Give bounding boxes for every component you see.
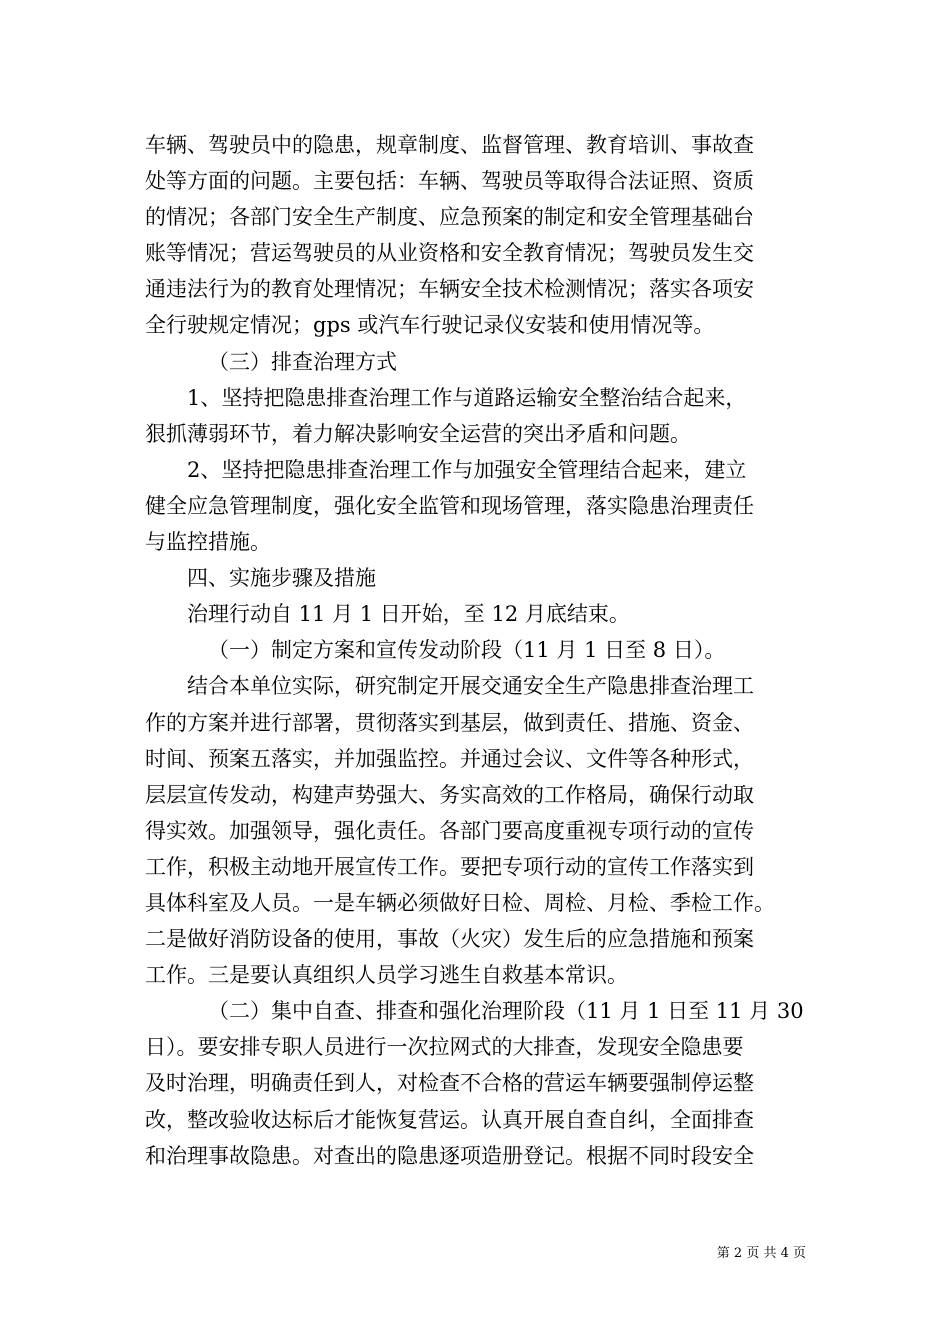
text-line: 得实效。加强领导，强化责任。各部门要高度重视专项行动的宣传 bbox=[145, 818, 754, 843]
text-line: 健全应急管理制度，强化安全监管和现场管理，落实隐患治理责任 bbox=[145, 493, 754, 518]
text-line: 的情况；各部门安全生产制度、应急预案的制定和安全管理基础台 bbox=[145, 205, 754, 230]
text-line: 通违法行为的教育处理情况；车辆安全技术检测情况；落实各项安 bbox=[145, 277, 754, 302]
text-line: 处等方面的问题。主要包括：车辆、驾驶员等取得合法证照、资质 bbox=[145, 169, 754, 194]
page-number: 第 2 页 共 4 页 bbox=[716, 1246, 806, 1261]
text-line: 工作，积极主动地开展宣传工作。要把专项行动的宣传工作落实到 bbox=[145, 854, 754, 879]
text-line: 层层宣传发动，构建声势强大、务实高效的工作格局，确保行动取 bbox=[145, 782, 754, 807]
text-line: 及时治理，明确责任到人，对检查不合格的营运车辆要强制停运整 bbox=[145, 1071, 754, 1096]
text-line: 二是做好消防设备的使用，事故（火灾）发生后的应急措施和预案 bbox=[145, 927, 754, 952]
section-heading: （二）集中自查、排查和强化治理阶段（11 月 1 日至 11 月 30 bbox=[208, 999, 804, 1024]
text-line: 全行驶规定情况；gps 或汽车行驶记录仪安装和使用情况等。 bbox=[145, 313, 715, 338]
text-line: 1、坚持把隐患排查治理工作与道路运输安全整治结合起来， bbox=[187, 385, 747, 410]
text-line: 账等情况；营运驾驶员的从业资格和安全教育情况；驾驶员发生交 bbox=[145, 241, 754, 266]
section-heading: 四、实施步骤及措施 bbox=[187, 566, 376, 591]
text-line: 车辆、驾驶员中的隐患，规章制度、监督管理、教育培训、事故查 bbox=[145, 133, 754, 157]
section-heading: （三）排查治理方式 bbox=[208, 349, 397, 374]
text-line: 与监控措施。 bbox=[145, 530, 271, 555]
text-line: 狠抓薄弱环节，着力解决影响安全运营的突出矛盾和问题。 bbox=[145, 421, 691, 446]
text-line: 改，整改验收达标后才能恢复营运。认真开展自查自纠，全面排查 bbox=[145, 1107, 754, 1132]
text-line: 和治理事故隐患。对查出的隐患逐项造册登记。根据不同时段安全 bbox=[145, 1143, 754, 1168]
text-line: 作的方案并进行部署，贯彻落实到基层，做到责任、措施、资金、 bbox=[145, 710, 754, 735]
section-heading: （一）制定方案和宣传发动阶段（11 月 1 日至 8 日）。 bbox=[208, 638, 726, 663]
document-body bbox=[145, 127, 810, 1174]
text-line: 具体科室及人员。一是车辆必须做好日检、周检、月检、季检工作。 bbox=[145, 890, 775, 915]
text-line: 工作。三是要认真组织人员学习逃生自救基本常识。 bbox=[145, 963, 628, 988]
text-line: 日）。要安排专职人员进行一次拉网式的大排查，发现安全隐患要 bbox=[145, 1035, 744, 1060]
text-line: 时间、预案五落实，并加强监控。并通过会议、文件等各种形式， bbox=[145, 746, 754, 771]
text-line: 治理行动自 11 月 1 日开始，至 12 月底结束。 bbox=[187, 602, 630, 627]
text-line: 结合本单位实际，研究制定开展交通安全生产隐患排查治理工 bbox=[187, 674, 754, 699]
text-line: 2、坚持把隐患排查治理工作与加强安全管理结合起来，建立 bbox=[187, 457, 747, 482]
